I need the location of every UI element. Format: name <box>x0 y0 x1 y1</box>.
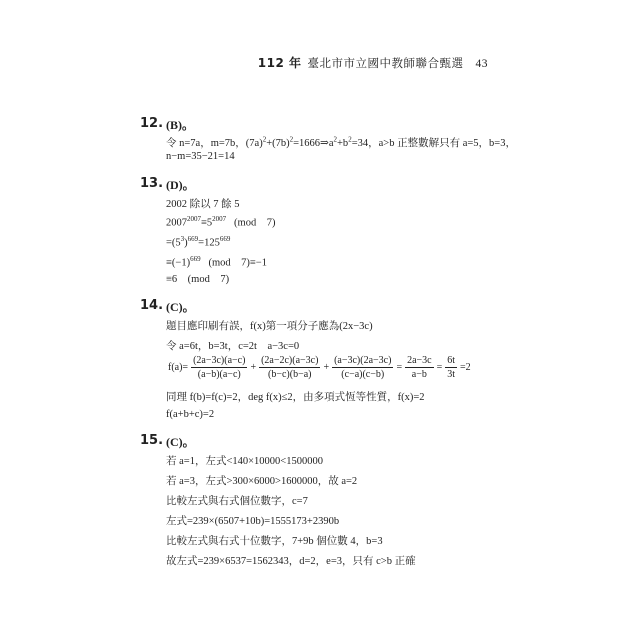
solution-line: $2007^{2007}\equiv 5^{2007}$ (mod 7) <box>166 215 276 229</box>
solution-line: 左式=239×(6507+10b)=1555173+2390b <box>166 516 340 527</box>
problem-answer: (B)。 <box>166 118 194 132</box>
solution-line: 令 n=7a，m=7b，$(7a)^2+(7b)^2=1666\Rightarrow a^2+b^2=34$，a>b 正整數解只有 a=5，b=3， <box>166 135 516 149</box>
running-header <box>258 54 488 71</box>
header-year: 112 年 <box>257 56 302 70</box>
solution-line: 若 a=3，左式>300×6000>1600000，故 a=2 <box>166 476 358 487</box>
problem-number: 12. <box>140 116 164 131</box>
solution-line: 比較左式與右式個位數字，c=7 <box>166 496 308 507</box>
solution-line: 令 a=6t，b=3t，c=2t a−3c=0 <box>166 341 300 352</box>
problem-answer: (D)。 <box>166 178 195 192</box>
problem-number: 14. <box>140 298 164 313</box>
solution-line: $=(5^3)^{669}=125^{669}$ <box>166 235 231 249</box>
solution-line: 若 a=1，左式<140×10000<1500000 <box>166 456 323 467</box>
fraction: $\frac{6t}{3t}$ <box>447 355 456 380</box>
header-title: 臺北市市立國中教師聯合甄選 <box>307 56 464 70</box>
solution-line: 故左式=239×6537=1562343，d=2，e=3，只有 c>b 正確 <box>166 556 416 567</box>
fraction: $\frac{(a-3c)(2a-3c)}{(c-a)(c-b)}$ <box>334 355 392 380</box>
solution-line: ≡6 (mod 7) <box>166 274 230 285</box>
problem-answer: (C)。 <box>166 300 195 314</box>
solution-line: 同理 f(b)=f(c)=2，deg f(x)≤2，由多項式恆等性質，f(x)=2 <box>166 392 425 403</box>
solution-line: 比較左式與右式十位數字，7+9b 個位數 4，b=3 <box>166 536 383 547</box>
solution-line: 2002 除以 7 餘 5 <box>166 199 240 210</box>
problem-number: 13. <box>140 176 164 191</box>
problem-number: 15. <box>140 433 164 448</box>
fraction: $\frac{2a-3c}{a-b}$ <box>407 355 432 380</box>
fraction-formula: f(a)= $\frac{(2a-3c)(a-c)}{(a-b)(a-c)}$ + $\frac{(2a-2c)(a-3c)}{(b-c)(b-a)}$ + $\frac{(a-3c)(2a-3c)}{(c-a)(c-b)}$ = $\frac{2a-3c}{a-b}$ = $\frac{6t}{3t}$ =2 <box>168 355 471 380</box>
fraction: $\frac{(2a-2c)(a-3c)}{(b-c)(b-a)}$ <box>261 355 319 380</box>
fraction: $\frac{(2a-3c)(a-c)}{(a-b)(a-c)}$ <box>193 355 246 380</box>
page-number: 43 <box>475 58 488 70</box>
solution-line: 題目應印刷有誤，f(x)第一項分子應為(2x−3c) <box>166 321 373 332</box>
solution-line: $\equiv(-1)^{669}$ (mod 7)≡−1 <box>166 255 267 269</box>
solution-line: f(a+b+c)=2 <box>166 409 215 420</box>
problem-answer: (C)。 <box>166 435 195 449</box>
solution-line: n−m=35−21=14 <box>166 151 235 162</box>
